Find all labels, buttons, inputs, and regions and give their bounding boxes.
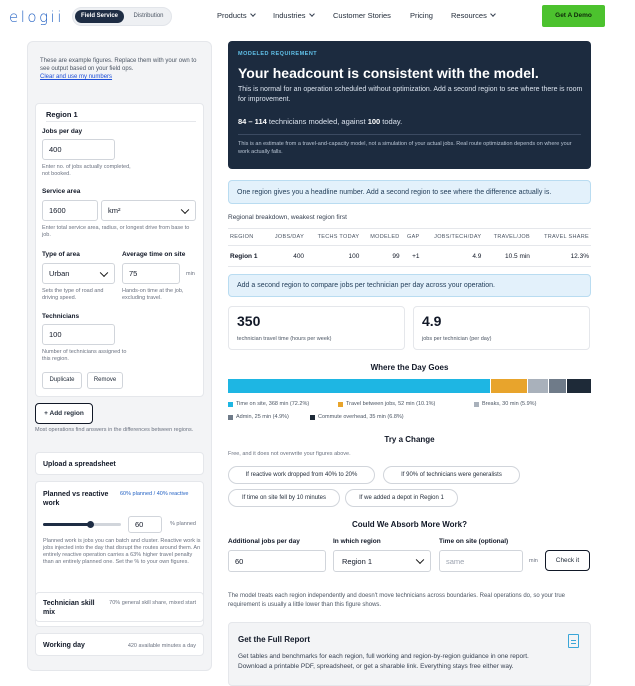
legend-swatch (338, 402, 343, 407)
jobs-label: Jobs per day (42, 128, 83, 135)
change-sub: Free, and it does not overwrite your figures above. (228, 451, 351, 457)
planned-unit: % planned (170, 521, 196, 527)
stat-value: 350 (237, 313, 261, 329)
region-select-value: Region 1 (342, 556, 373, 566)
legend-label: Admin, 25 min (4.9%) (236, 414, 289, 420)
table-header: TRAVEL/JOB (483, 229, 532, 246)
intro-text (40, 57, 205, 81)
legend-item (228, 414, 289, 420)
jobs-help: Enter no. of jobs actually completed, not booked. (42, 164, 131, 177)
scenario-chip-time-on-site[interactable]: If time on site fell by 10 minutes (228, 489, 340, 507)
time-help: Hands-on time at the job, excluding travel. (122, 288, 184, 301)
remove-button[interactable]: Remove (87, 372, 123, 389)
today-suffix: today. (380, 117, 403, 126)
document-icon (568, 634, 579, 648)
table-cell: 99 (361, 246, 401, 267)
additional-jobs-label: Additional jobs per day (228, 538, 300, 545)
slider-handle[interactable] (87, 521, 94, 528)
stat-jobs-per-tech (413, 306, 590, 350)
table-cell: Region 1 (228, 246, 266, 267)
hero-body: This is normal for an operation scheduled without optimization. Add a second region to see where there is room for improvement. (238, 86, 583, 103)
legend-item (228, 401, 309, 407)
region-select[interactable] (333, 550, 431, 572)
stat-label: technician travel time (hours per week) (237, 336, 332, 342)
scenario-chip-generalists[interactable]: If 90% of technicians were generalists (383, 466, 520, 484)
stat-travel-time (228, 306, 405, 350)
scenario-chip-depot[interactable]: If we added a depot in Region 1 (345, 489, 458, 507)
table-header: REGION (228, 229, 266, 246)
legend-label: Time on site, 368 min (72.2%) (236, 401, 310, 407)
scenario-chip-reactive[interactable]: If reactive work dropped from 40% to 20% (228, 466, 375, 484)
chevron-down-icon (490, 11, 496, 17)
menu-products[interactable] (217, 11, 255, 20)
get-demo-button[interactable]: Get A Demo (542, 5, 605, 27)
legend-item (310, 414, 404, 420)
table-header: MODELED (361, 229, 401, 246)
type-help: Sets the type of road and driving speed. (42, 288, 104, 301)
hero-note: This is an estimate from a travel-and-capacity model, not a simulation of your actual jobs. Real route optimization depends on where your work actually falls. (238, 141, 572, 155)
planned-summary: 60% planned / 40% reactive (120, 491, 189, 497)
menu-resources[interactable] (451, 11, 495, 20)
time-on-site-optional-input[interactable]: same (439, 550, 523, 572)
full-report-card (228, 622, 591, 686)
upload-label: Upload a spreadsheet (43, 461, 116, 468)
range-value: 84 – 114 (238, 117, 267, 126)
stat-label: jobs per technician (per day) (422, 336, 492, 342)
legend-swatch (310, 415, 315, 420)
tech-help: Number of technicians assigned to this region. (42, 349, 127, 362)
inputs-panel (27, 41, 212, 671)
table-cell: 4.9 (422, 246, 484, 267)
legend-label: Travel between jobs, 52 min (10.1%) (346, 401, 436, 407)
bar-segment (548, 379, 566, 393)
table-cell: 100 (306, 246, 361, 267)
report-title: Get the Full Report (238, 635, 310, 644)
working-day-value: 420 available minutes a day (127, 643, 196, 649)
check-it-button[interactable]: Check it (545, 550, 590, 571)
time-unit: min (186, 271, 195, 277)
legend-item (338, 401, 435, 407)
table-cell: 400 (266, 246, 306, 267)
menu-pricing[interactable]: Pricing (410, 11, 433, 20)
planned-title: Planned vs reactive work (43, 491, 109, 507)
hero-kicker: MODELED REQUIREMENT (238, 51, 318, 57)
range-mid: technicians modeled, against (266, 117, 368, 126)
chevron-down-icon (309, 11, 315, 17)
top-nav (0, 0, 635, 34)
result-hero (228, 41, 591, 169)
table-header: JOBS/TECH/DAY (422, 229, 484, 246)
jobs-per-day-input[interactable]: 400 (42, 139, 115, 160)
planned-slider[interactable] (43, 523, 121, 526)
clear-numbers-link[interactable]: Clear and use my numbers (40, 74, 113, 80)
table-cell: 10.5 min (483, 246, 532, 267)
region-title: Region 1 (46, 110, 78, 119)
tech-label: Technicians (42, 313, 80, 320)
menu-industries[interactable] (273, 11, 314, 20)
bar-segment (566, 379, 591, 393)
area-unit-value: km² (108, 206, 121, 215)
intro-copy: These are example figures. Replace them with your own to see output based on your field ops. (40, 58, 197, 72)
legend-label: Commute overhead, 35 min (6.8%) (318, 414, 404, 420)
today-value: 100 (367, 117, 381, 126)
time-on-site-input[interactable]: 75 (122, 263, 180, 284)
segment-toggle (72, 7, 172, 26)
area-help: Enter total service area, radius, or longest drive from base to job. (42, 225, 190, 238)
report-body: Get tables and benchmarks for each region, full working and region-by-region guidance in one report. Download a printable PDF, spreadsheet, or get a sharable link. Everything stays free either way. (238, 653, 529, 670)
absorb-title: Could We Absorb More Work? (352, 520, 467, 529)
hero-headline: Your headcount is consistent with the model. (238, 65, 539, 81)
skill-mix-card[interactable] (35, 592, 204, 622)
working-day-card[interactable] (35, 633, 204, 656)
menu-label: Industries (273, 11, 306, 20)
menu-label: Resources (451, 11, 487, 20)
additional-jobs-input[interactable]: 60 (228, 550, 326, 572)
slider-fill (43, 523, 90, 526)
time-on-site-optional-label: Time on site (optional) (439, 538, 509, 545)
planned-percent-input[interactable]: 60 (128, 516, 162, 533)
table-header: TECHS TODAY (306, 229, 361, 246)
working-day-title: Working day (43, 642, 85, 649)
divider (46, 121, 196, 122)
area-label: Service area (42, 188, 81, 195)
breakdown-title: Regional breakdown, weakest region first (228, 214, 347, 221)
legend-swatch (474, 402, 479, 407)
change-title: Try a Change (384, 435, 435, 444)
breakdown-table (228, 228, 591, 267)
area-type-value: Urban (49, 269, 70, 278)
table-cell: 12.3% (532, 246, 591, 267)
duplicate-button[interactable]: Duplicate (42, 372, 82, 389)
info-banner-compare: Add a second region to compare jobs per technician per day across your operation. (228, 274, 591, 297)
hero-range (238, 117, 402, 126)
legend-item (474, 401, 536, 407)
legend-swatch (228, 415, 233, 420)
logo[interactable]: elogii (9, 8, 64, 26)
table-header: TRAVEL SHARE (532, 229, 591, 246)
tab-distribution[interactable]: Distribution (133, 13, 164, 19)
chevron-down-icon (250, 11, 256, 17)
stat-value: 4.9 (422, 313, 442, 329)
add-region-button[interactable]: + Add region (35, 403, 93, 424)
menu-label: Products (217, 11, 247, 20)
info-banner: One region gives you a headline number. Add a second region to see where the difference actually is. (228, 180, 591, 204)
day-breakdown-bar (228, 379, 591, 393)
absorb-time-unit: min (529, 558, 538, 564)
area-unit-select[interactable] (101, 200, 196, 221)
bar-segment (228, 379, 490, 393)
add-region-help: Most operations find answers in the differences between regions. (35, 427, 194, 433)
skill-title: Technician skill mix (43, 600, 95, 616)
table-cell: +1 (402, 246, 422, 267)
bar-segment (490, 379, 527, 393)
service-area-input[interactable]: 1600 (42, 200, 98, 221)
tab-field-service[interactable]: Field Service (75, 10, 124, 23)
table-header: GAP (402, 229, 422, 246)
planned-help: Planned work is jobs you can batch and cluster. Reactive work is jobs injected into the day that disrupt the routes around them. An entirely reactive operation carries a 63% higher travel penalty than an entirely planned one. Set the % to your own figures. (43, 538, 201, 565)
skill-value: 70% general skill share, mixed start (109, 600, 196, 606)
bar-segment (527, 379, 548, 393)
day-title: Where the Day Goes (370, 363, 449, 372)
table-row (228, 246, 591, 267)
area-type-select[interactable] (42, 263, 115, 284)
menu-customer-stories[interactable]: Customer Stories (333, 11, 391, 20)
region-card (35, 103, 204, 397)
upload-spreadsheet-button[interactable] (35, 452, 204, 475)
legend-swatch (228, 402, 233, 407)
time-label: Average time on site (122, 251, 186, 258)
technicians-input[interactable]: 100 (42, 324, 115, 345)
divider (238, 134, 581, 135)
which-region-label: In which region (333, 538, 381, 545)
legend-label: Breaks, 30 min (5.9%) (482, 401, 537, 407)
type-label: Type of area (42, 251, 80, 258)
table-header: JOBS/DAY (266, 229, 306, 246)
model-footnote: The model treats each region independently and doesn't move technicians across boundaries. Real operations do, so your true requirement is usually a little lower than this figure shows. (228, 593, 566, 608)
